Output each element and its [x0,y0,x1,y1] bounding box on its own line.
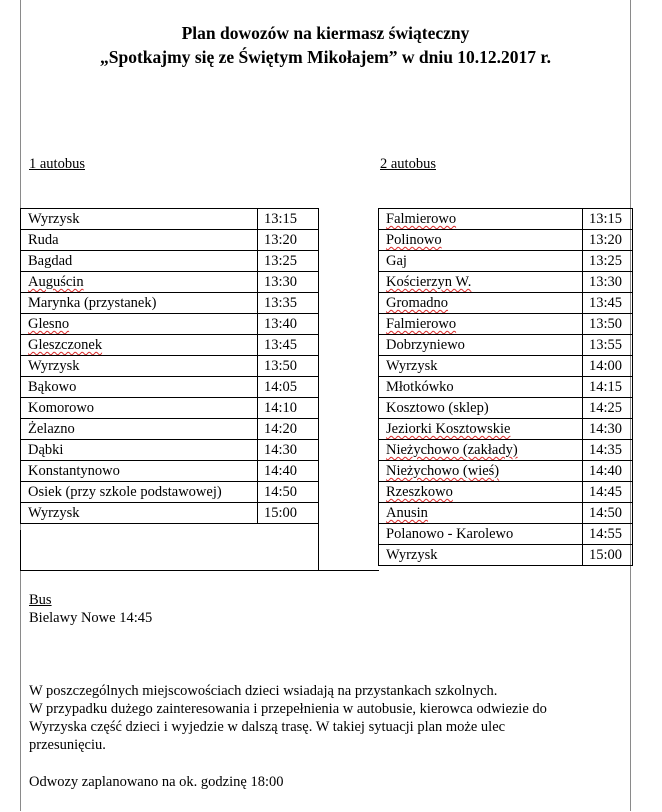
stop-time: 13:50 [583,314,633,335]
stop-place-cell [21,272,258,293]
table-row [21,251,319,272]
stop-place-cell [379,209,583,230]
stop-place: Konstantynowo [21,461,258,482]
stop-place: Wyrzysk [379,356,583,377]
table-row [379,419,633,440]
stop-place-cell [379,230,583,251]
stop-time: 13:45 [258,335,319,356]
note-line: Wyrzyska część dzieci i wyjedzie w dalszą trasę. W takiej sytuacji plan może ulec [29,719,506,735]
table-row [21,293,319,314]
stop-time: 13:15 [258,209,319,230]
stop-time: 13:20 [258,230,319,251]
table-frame-bottom [20,570,379,571]
stop-place: Bąkowo [21,377,258,398]
stop-time: 14:45 [583,482,633,503]
stop-time: 13:45 [583,293,633,314]
stop-time: 14:25 [583,398,633,419]
stop-time: 13:15 [583,209,633,230]
stop-time: 14:50 [258,482,319,503]
stop-place: Osiek (przy szkole podstawowej) [21,482,258,503]
stop-time: 13:55 [583,335,633,356]
stop-place: Wyrzysk [21,209,258,230]
stop-place: Polinowo [386,232,442,248]
stop-place: Kosztowo (sklep) [379,398,583,419]
stop-time: 13:30 [583,272,633,293]
document-title: Plan dowozów na kiermasz świąteczny [181,23,470,43]
table-row [21,377,319,398]
stop-place: Gaj [379,251,583,272]
stop-place: Bagdad [21,251,258,272]
stop-place-cell [21,314,258,335]
stop-place: Rzeszkowo [386,484,453,500]
stop-place: Glesno [28,316,70,332]
stop-time: 14:30 [583,419,633,440]
stop-place-cell [379,440,583,461]
extra-bus-stop: Bielawy Nowe 14:45 [29,610,153,626]
table-row [379,545,633,566]
table-row [379,251,633,272]
note-line: przesunięciu. [29,737,106,753]
table-row [379,398,633,419]
stop-place-cell [21,335,258,356]
table-row [379,230,633,251]
stop-time: 15:00 [583,545,633,566]
table-row [379,440,633,461]
bus-2-heading: 2 autobus [380,156,436,172]
stop-place-cell [379,314,583,335]
stop-time: 14:50 [583,503,633,524]
table-row [21,461,319,482]
stop-time: 13:25 [583,251,633,272]
stop-place: Falmierowo [386,316,457,332]
stop-place: Wyrzysk [21,503,258,524]
table-row [21,230,319,251]
table-row [21,482,319,503]
stop-place: Anusin [386,505,428,521]
table-row [21,398,319,419]
stop-time: 14:15 [583,377,633,398]
stop-place: Wyrzysk [379,545,583,566]
stop-time: 13:20 [583,230,633,251]
table-row [21,440,319,461]
stop-time: 14:55 [583,524,633,545]
stop-time: 13:50 [258,356,319,377]
stop-place: Gleszczonek [28,337,103,353]
stop-place: Dobrzyniewo [379,335,583,356]
table-row [21,314,319,335]
stop-place-cell [379,461,583,482]
stop-time: 13:35 [258,293,319,314]
stop-time: 13:25 [258,251,319,272]
table-row [21,272,319,293]
table-row [379,314,633,335]
stop-place-cell [379,293,583,314]
table-row [379,335,633,356]
table-row [379,524,633,545]
note-line: W poszczególnych miejscowościach dzieci wsiadają na przystankach szkolnych. [29,683,498,699]
stop-place-cell [379,482,583,503]
stop-time: 15:00 [258,503,319,524]
stop-place: Gromadno [386,295,449,311]
table-row [379,482,633,503]
stop-place-cell [379,272,583,293]
table-row [21,419,319,440]
table-row [21,356,319,377]
stop-place: Nieżychowo (zakłady) [386,442,518,458]
stop-place: Marynka (przystanek) [21,293,258,314]
table-row [21,503,319,524]
document-subtitle: „Spotkajmy się ze Świętym Mikołajem” w dniu 10.12.2017 r. [100,47,551,67]
table-row [379,272,633,293]
table-row [379,503,633,524]
table-row [379,209,633,230]
table-row [379,461,633,482]
stop-time: 13:40 [258,314,319,335]
bus-2-schedule-table [378,208,633,566]
stop-place: Żelazno [21,419,258,440]
table-row [379,377,633,398]
stop-place: Kościerzyn W. [386,274,472,290]
stop-place-cell [379,503,583,524]
return-trip-note: Odwozy zaplanowano na ok. godzinę 18:00 [29,774,284,790]
stop-place: Nieżychowo (wieś) [386,463,500,479]
stop-place: Dąbki [21,440,258,461]
stop-place: Komorowo [21,398,258,419]
stop-time: 14:20 [258,419,319,440]
stop-time: 14:05 [258,377,319,398]
stop-place: Polanowo - Karolewo [379,524,583,545]
bus-1-heading: 1 autobus [29,156,85,172]
stop-place: Falmierowo [386,211,457,227]
stop-time: 14:40 [258,461,319,482]
table-frame-left [20,530,21,571]
extra-bus-heading: Bus [29,592,52,608]
table-frame-divider [318,208,319,571]
bus-1-schedule-table [20,208,319,524]
stop-time: 14:00 [583,356,633,377]
stop-place: Auguścin [28,274,84,290]
stop-place-cell [379,419,583,440]
stop-place: Jeziorki Kosztowskie [386,421,511,437]
stop-time: 13:30 [258,272,319,293]
stop-place: Ruda [21,230,258,251]
table-row [21,209,319,230]
stop-time: 14:30 [258,440,319,461]
stop-place: Wyrzysk [21,356,258,377]
stop-time: 14:40 [583,461,633,482]
stop-place: Młotkówko [379,377,583,398]
table-row [379,356,633,377]
table-row [379,293,633,314]
stop-time: 14:10 [258,398,319,419]
note-line: W przypadku dużego zainteresowania i przepełnienia w autobusie, kierowca odwiezie do [29,701,547,717]
stop-time: 14:35 [583,440,633,461]
table-row [21,335,319,356]
